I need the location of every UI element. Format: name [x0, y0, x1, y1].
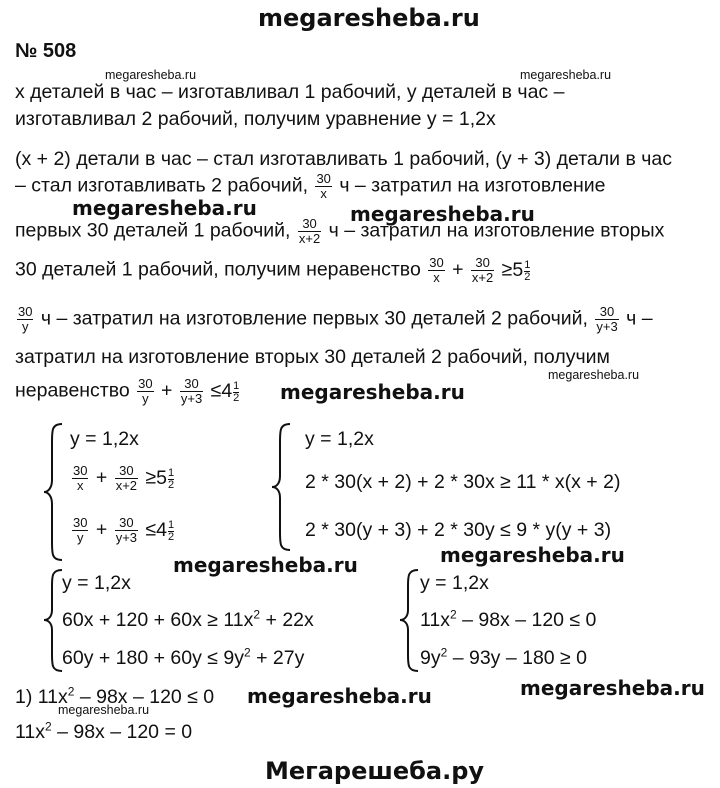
fraction-30-x: $\frac{30}{x}$ — [73, 463, 88, 493]
watermark-small: megaresheba.ru — [58, 703, 150, 717]
text-segment: 30 деталей 1 рабочий, получим неравенство — [15, 258, 421, 281]
left-brace-icon — [42, 568, 64, 673]
watermark-small: megaresheba.ru — [548, 368, 640, 382]
left-brace-icon — [398, 568, 420, 673]
text-line — [15, 305, 653, 334]
text-line — [15, 217, 664, 246]
step2-equation: $11x^2 - 98x - 120 = 0$ — [15, 719, 193, 743]
le-sign: ≤ — [145, 518, 157, 541]
watermark-big: megaresheba.ru — [173, 553, 358, 577]
left-brace-icon — [42, 422, 64, 562]
plus-sign: + — [95, 466, 108, 489]
text-segment: первых 30 деталей 1 рабочий, — [15, 219, 291, 242]
fraction-30-y: $\frac{30}{y}$ — [18, 304, 33, 334]
plus-sign: + — [95, 518, 108, 541]
text-line: затратил на изготовление вторых 30 деталей 2 рабочий, получим — [15, 346, 610, 368]
problem-number: № 508 — [15, 40, 77, 62]
fraction-30-x2: $\frac{30}{x+2}$ — [298, 216, 321, 246]
system3-eq3: $60y + 180 + 60y \le 9y^2 + 27y$ — [62, 645, 305, 669]
text-segment: – стал изготавливать 2 рабочий, — [15, 174, 309, 197]
system2-eq1: y = 1,2x — [305, 428, 374, 450]
system2-eq3: 2 * 30(y + 3) + 2 * 30y ≤ 9 * y(y + 3) — [305, 519, 612, 541]
system4-eq2: $11x^2 - 98x - 120 \le 0$ — [420, 607, 597, 631]
text-segment: ч – затратил на изготовление — [339, 174, 606, 197]
plus-sign: + — [452, 258, 464, 281]
text-segment: ч – затратил на изготовление вторых — [328, 219, 665, 242]
text-line — [15, 377, 239, 406]
mixed-number-4-1-2: 4 $\frac{1}{2}$ — [156, 518, 175, 543]
text-line: x деталей в час – изготавливал 1 рабочий, y деталей в час – — [15, 81, 565, 103]
system4-eq1: y = 1,2x — [420, 572, 489, 594]
site-header[interactable]: megaresheba.ru — [258, 4, 480, 32]
fraction-30-y3: $\frac{30}{y+3}$ — [115, 515, 138, 545]
fraction-30-x2: $\frac{30}{x+2}$ — [471, 255, 494, 285]
mixed-number-5-1-2: 5 $\frac{1}{2}$ — [156, 466, 175, 491]
watermark-big: megaresheba.ru — [280, 380, 465, 404]
text-segment: неравенство — [15, 379, 130, 402]
mixed-number-5-1-2: 5 $\frac{1}{2}$ — [512, 258, 531, 283]
watermark-big: megaresheba.ru — [520, 676, 705, 700]
fraction-30-x: $\frac{30}{x}$ — [429, 255, 444, 285]
system1-eq1: y = 1,2x — [70, 428, 139, 450]
fraction-30-y: $\frac{30}{y}$ — [73, 515, 88, 545]
site-footer[interactable]: Мегарешеба.ру — [265, 757, 485, 785]
fraction-30-x2: $\frac{30}{x+2}$ — [115, 463, 138, 493]
system3-eq2: $60x + 120 + 60x \ge 11x^2 + 22x$ — [62, 607, 314, 631]
text-line: (x + 2) детали в час – стал изготавливать 1 рабочий, (y + 3) детали в час — [15, 148, 672, 170]
watermark-big: megaresheba.ru — [350, 202, 535, 226]
text-line — [15, 256, 530, 285]
watermark-big: megaresheba.ru — [72, 196, 257, 220]
system1-eq3 — [70, 516, 174, 545]
fraction-30-y3: $\frac{30}{y+3}$ — [180, 376, 203, 406]
le-sign: ≤ — [210, 379, 222, 402]
watermark-small: megaresheba.ru — [105, 68, 197, 82]
watermark-big: megaresheba.ru — [247, 684, 432, 708]
text-line: изготавливал 2 рабочий, получим уравнение y = 1,2x — [15, 108, 496, 130]
system1-eq2 — [70, 464, 174, 493]
watermark-big: megaresheba.ru — [440, 543, 625, 567]
text-segment: ч – затратил на изготовление первых 30 деталей 2 рабочий, — [40, 307, 588, 330]
system2-eq2: 2 * 30(x + 2) + 2 * 30x ≥ 11 * x(x + 2) — [305, 471, 621, 493]
system4-eq3: $9y^2 - 93y - 180 \ge 0$ — [420, 645, 588, 669]
watermark-small: megaresheba.ru — [520, 68, 612, 82]
step1-equation: 1) $11x^2 - 98x - 120 \le 0$ — [15, 684, 215, 708]
fraction-30-y3: $\frac{30}{y+3}$ — [596, 304, 618, 334]
plus-sign: + — [161, 379, 173, 402]
ge-sign: ≥ — [145, 466, 157, 489]
mixed-number-4-1-2: 4 $\frac{1}{2}$ — [221, 379, 240, 404]
system3-eq1: y = 1,2x — [62, 572, 131, 594]
left-brace-icon — [270, 422, 292, 552]
ge-sign: ≥ — [501, 258, 513, 281]
fraction-30-y: $\frac{30}{y}$ — [138, 376, 153, 406]
text-segment: ч – — [626, 307, 653, 330]
fraction-30-x: $\frac{30}{x}$ — [316, 171, 331, 201]
